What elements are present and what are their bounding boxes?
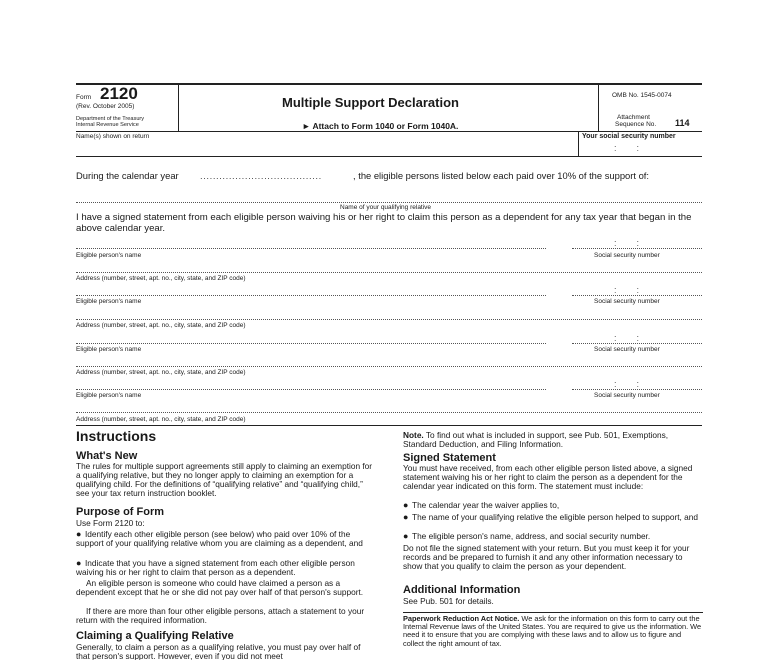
note-paragraph	[403, 431, 703, 449]
purpose-bullet-2: Indicate that you have a signed statement from each other eligible person waiving his or her right to claim that person as a dependent.	[76, 558, 355, 577]
person-1-ssn-label: Social security number	[594, 252, 660, 259]
names-label: Name(s) shown on return	[76, 133, 150, 140]
purpose-paragraph-1: An eligible person is someone who could have claimed a person as a dependent except that he or she did not pay over half of that person's support.	[76, 578, 364, 597]
header-bottom-rule	[76, 131, 702, 132]
sequence-number: 114	[675, 118, 690, 128]
form-revision: (Rev. October 2005)	[76, 103, 135, 110]
header-divider-right	[598, 84, 599, 131]
whats-new-heading: What's New	[76, 450, 138, 462]
signed-statement-heading: Signed Statement	[403, 452, 496, 464]
person-4-name-label: Eligible person's name	[76, 392, 142, 399]
department: Department of the Treasury	[76, 116, 145, 122]
pra-rule	[403, 612, 703, 613]
claiming-heading: Claiming a Qualifying Relative	[76, 630, 234, 642]
signed-bullet-3: The eligible person's name, address, and social security number.	[412, 531, 651, 541]
omb-number: OMB No. 1545-0074	[612, 92, 672, 99]
person-4-address-label: Address (number, street, apt. no., city, state, and ZIP code)	[76, 416, 246, 423]
person-1-ssn-separators: : :	[614, 238, 640, 248]
instructions-title: Instructions	[76, 428, 157, 444]
header-divider-left	[178, 84, 179, 131]
attach-instruction: ► Attach to Form 1040 or Form 1040A.	[302, 121, 459, 131]
irs-label: Internal Revenue Service	[76, 122, 139, 128]
bullet-icon: ●	[403, 500, 409, 510]
ssn-label: Your social security number	[582, 133, 676, 140]
additional-info-heading: Additional Information	[403, 584, 521, 596]
signed-bullet-1: The calendar year the waiver applies to,	[412, 500, 560, 510]
person-1-address-label: Address (number, street, apt. no., city, state, and ZIP code)	[76, 275, 246, 282]
purpose-bullet-1: Identify each other eligible person (see below) who paid over 10% of the support of your qualifying relative whom you are claiming as a dependent, and	[76, 529, 363, 548]
top-rule	[76, 83, 702, 85]
whats-new-text: The rules for multiple support agreements still apply to claiming an exemption for a qualifying relative, but they no longer apply to claiming an exemption for a qualifying child. For the definitions of “qualifying relative” and “qualifying child,” see your tax return instruction booklet.	[76, 461, 373, 498]
additional-info-text: See Pub. 501 for details.	[403, 596, 494, 606]
person-2-address-field[interactable]	[76, 319, 702, 320]
person-1-name-field[interactable]	[76, 248, 546, 249]
calendar-before: During the calendar year	[76, 170, 179, 181]
pra-text: We ask for the information on this form to carry out the Internal Revenue laws of the United States. You are required to give us the information. We need it to ensure that you are complying with these laws and to allow us to figure and collect the right amount of tax.	[403, 614, 702, 648]
bullet-icon: ●	[403, 512, 409, 522]
claiming-text: Generally, to claim a person as a qualifying relative, you must pay over half of that person's support. However, even if you did not meet	[76, 642, 361, 660]
person-2-address-label: Address (number, street, apt. no., city, state, and ZIP code)	[76, 322, 246, 329]
person-1-name-label: Eligible person's name	[76, 252, 142, 259]
attachment-label: Attachment	[617, 114, 650, 121]
person-2-name-field[interactable]	[76, 295, 546, 296]
person-4-ssn-label: Social security number	[594, 392, 660, 399]
person-4-name-field[interactable]	[76, 389, 546, 390]
person-3-address-label: Address (number, street, apt. no., city, state, and ZIP code)	[76, 369, 246, 376]
person-4-ssn-separators: : :	[614, 379, 640, 389]
person-2-ssn-field[interactable]	[572, 295, 702, 296]
person-3-address-field[interactable]	[76, 366, 702, 367]
form-bottom-rule	[76, 425, 702, 426]
person-3-name-field[interactable]	[76, 343, 546, 344]
bullet-icon: ●	[76, 558, 82, 568]
names-field[interactable]	[76, 156, 702, 157]
names-ssn-divider	[578, 131, 579, 157]
relative-name-field[interactable]	[76, 202, 702, 203]
person-3-ssn-field[interactable]	[572, 343, 702, 344]
ssn-separators: : :	[614, 143, 640, 153]
person-4-ssn-field[interactable]	[572, 389, 702, 390]
purpose-paragraph-2: If there are more than four other eligible persons, attach a statement to your return with the required information.	[76, 606, 365, 625]
calendar-after: , the eligible persons listed below each paid over 10% of the support of:	[353, 170, 650, 181]
note-text: To find out what is included in support, see Pub. 501, Exemptions, Standard Deduction, and Filing Information.	[403, 430, 669, 449]
person-2-name-label: Eligible person's name	[76, 298, 142, 305]
person-1-address-field[interactable]	[76, 272, 702, 273]
calendar-year-field[interactable]: ......................................	[200, 170, 322, 181]
person-1-ssn-field[interactable]	[572, 248, 702, 249]
relative-label: Name of your qualifying relative	[340, 204, 432, 211]
form-number: 2120	[100, 84, 138, 103]
pra-label: Paperwork Reduction Act Notice.	[403, 614, 520, 623]
pra-notice	[403, 615, 703, 648]
purpose-intro: Use Form 2120 to:	[76, 518, 145, 528]
person-2-ssn-label: Social security number	[594, 298, 660, 305]
purpose-heading: Purpose of Form	[76, 506, 165, 518]
signed-statement-declaration: I have a signed statement from each eligible person waiving his or her right to claim this person as a dependent for any tax year that began in the above calendar year.	[76, 212, 692, 234]
person-2-ssn-separators: : :	[614, 285, 640, 295]
sequence-label: Sequence No.	[615, 121, 657, 128]
signed-bullet-2: The name of your qualifying relative the eligible person helped to support, and	[412, 512, 698, 522]
person-3-ssn-label: Social security number	[594, 346, 660, 353]
signed-statement-paragraph: Do not file the signed statement with your return. But you must keep it for your records and be prepared to furnish it and any other information necessary to show that you qualify to claim the person as your dependent.	[403, 543, 690, 571]
bullet-icon: ●	[403, 531, 409, 541]
form-word: Form	[76, 94, 92, 101]
form-title: Multiple Support Declaration	[282, 95, 459, 110]
note-label: Note.	[403, 430, 424, 440]
person-4-address-field[interactable]	[76, 412, 702, 413]
person-3-ssn-separators: : :	[614, 333, 640, 343]
signed-statement-text: You must have received, from each other eligible person listed above, a signed statement waiving his or her right to claim the person as a dependent for the calendar year indicated on this form. The statement must include:	[403, 463, 693, 491]
person-3-name-label: Eligible person's name	[76, 346, 142, 353]
bullet-icon: ●	[76, 529, 82, 539]
